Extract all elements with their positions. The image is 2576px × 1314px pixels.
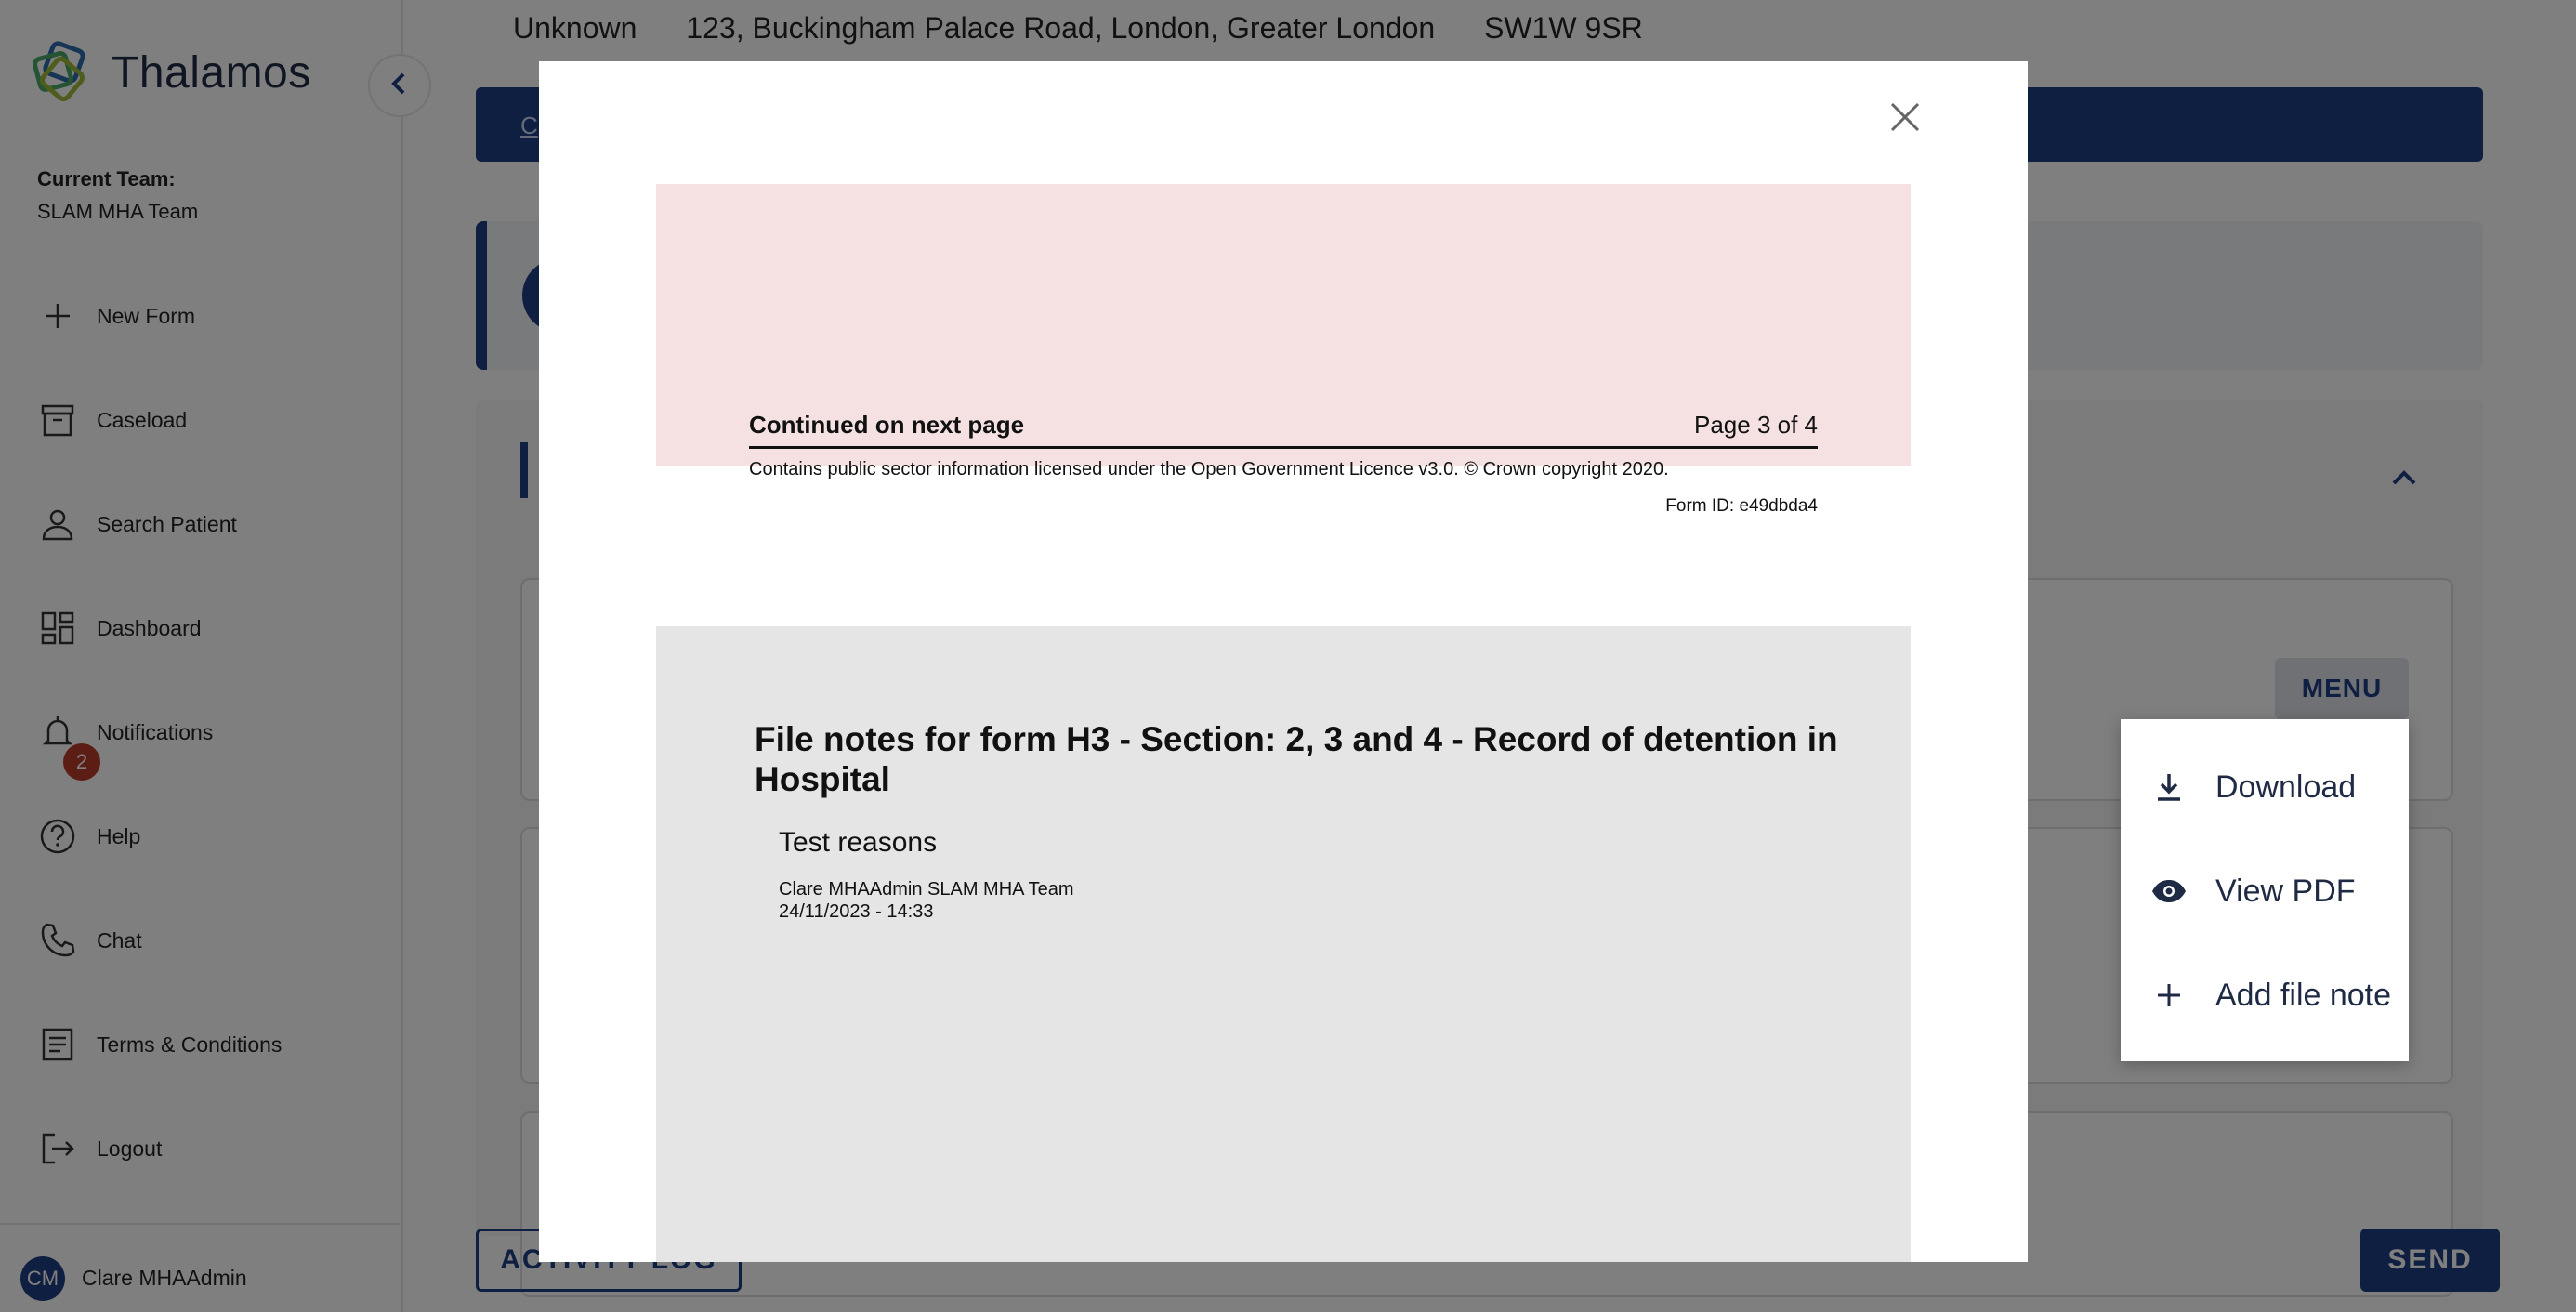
licence-text: Contains public sector information licensed under the Open Government Licence v3.0. © Crown copyright 2020. <box>749 459 1669 480</box>
file-note-author: Clare MHAAdmin SLAM MHA Team <box>779 879 1074 900</box>
menu-item-download[interactable] <box>2149 755 2356 820</box>
eye-icon <box>2149 871 2189 912</box>
menu-item-label: View PDF <box>2215 873 2356 909</box>
form-context-menu <box>2121 719 2409 1061</box>
footer-divider <box>749 446 1818 449</box>
page-number: Page 3 of 4 <box>1694 411 1818 439</box>
form-id: Form ID: e49dbda4 <box>1665 496 1818 516</box>
menu-item-add-file-note[interactable] <box>2149 963 2391 1028</box>
menu-item-view-pdf[interactable] <box>2149 859 2356 924</box>
file-note-date: 24/11/2023 - 14:33 <box>779 901 934 922</box>
menu-item-label: Add file note <box>2215 977 2392 1013</box>
file-note-text: Test reasons <box>779 827 938 858</box>
menu-item-label: Download <box>2215 769 2357 805</box>
close-icon <box>1888 100 1922 134</box>
close-modal-button[interactable] <box>1877 89 1933 145</box>
pdf-preview-modal <box>539 61 2028 1262</box>
plus-icon <box>2149 975 2189 1016</box>
pdf-file-notes-page <box>656 626 1911 1262</box>
pdf-page-footer <box>656 184 1911 516</box>
file-notes-title: File notes for form H3 - Section: 2, 3 and 4 - Record of detention in Hospital <box>755 720 1838 798</box>
continued-text: Continued on next page <box>749 411 1025 439</box>
download-icon <box>2149 767 2189 808</box>
